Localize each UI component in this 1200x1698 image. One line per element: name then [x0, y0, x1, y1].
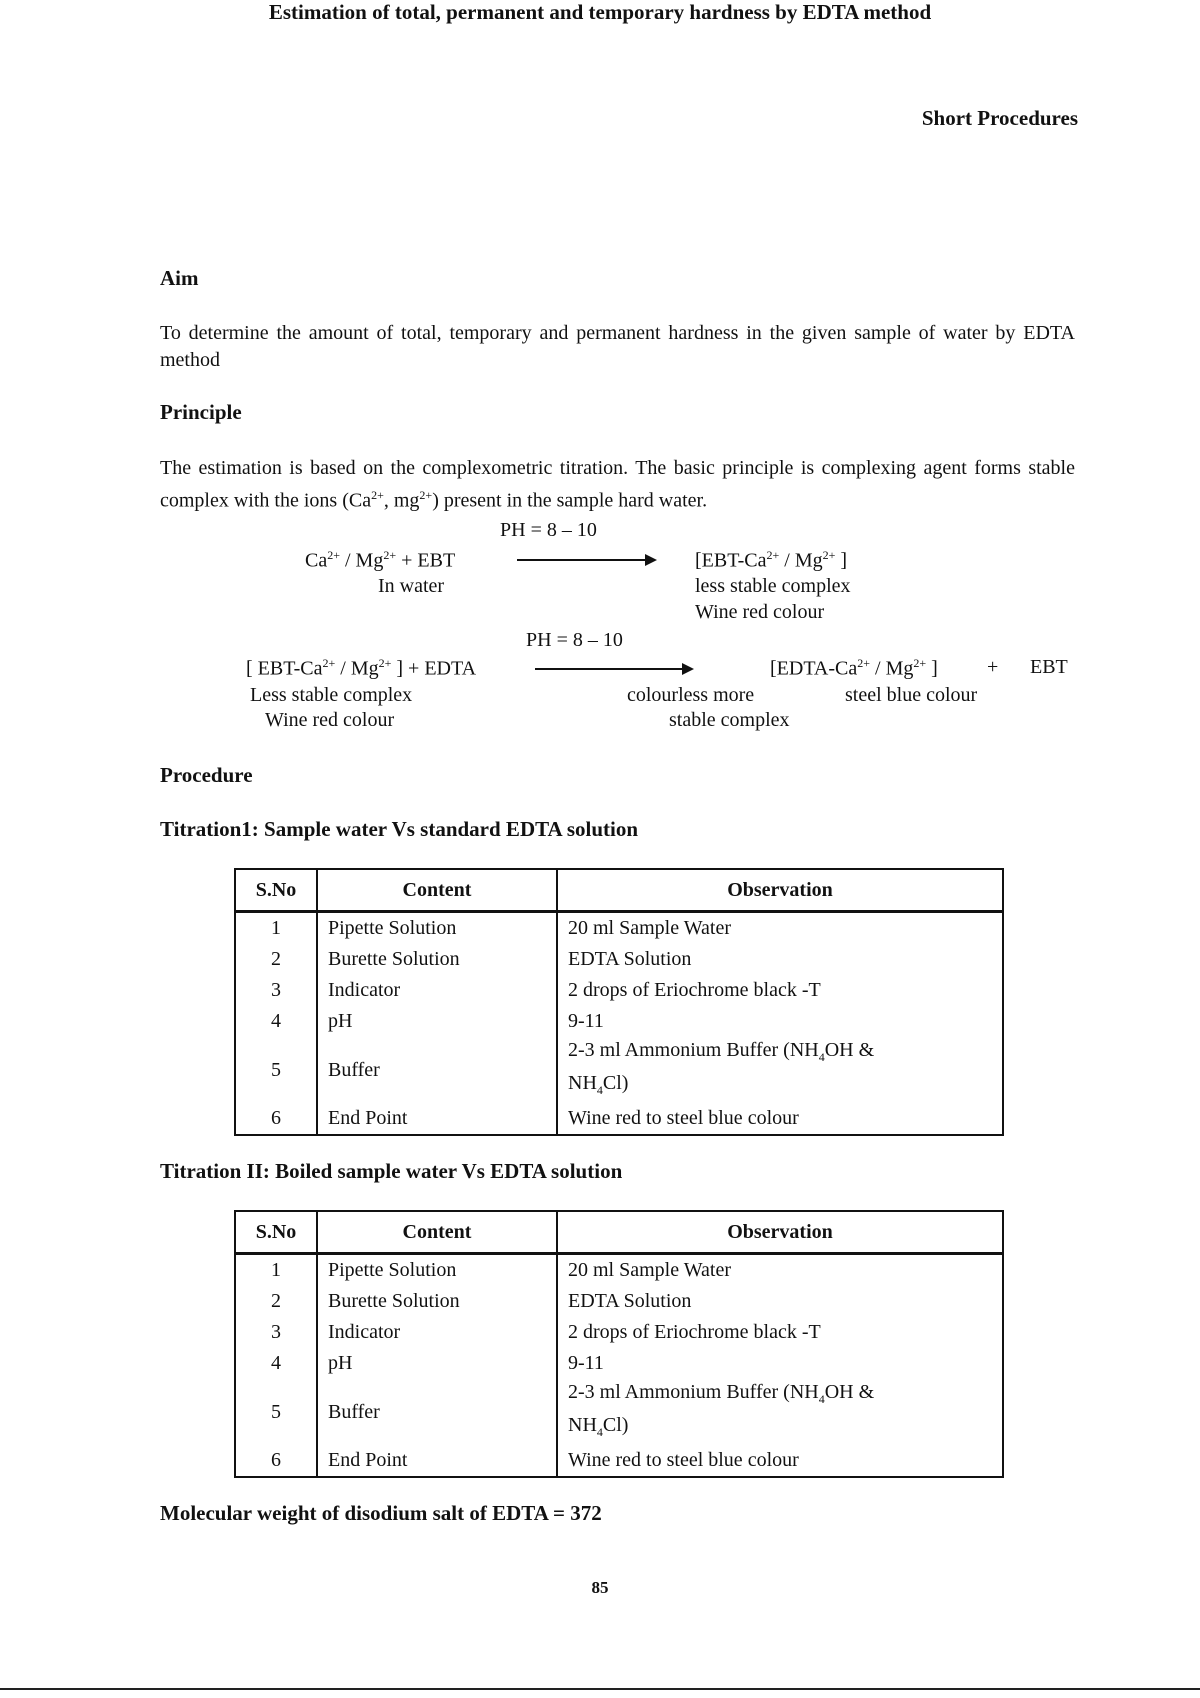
running-header: Short Procedures	[921, 106, 1078, 130]
sno-cell: 1	[235, 912, 317, 945]
titration-2-heading: Titration II: Boiled sample water Vs EDTA solution	[160, 1159, 623, 1183]
observation-cell: 20 ml Sample Water	[557, 1254, 1003, 1287]
principle-text: The estimation is based on the complexometric titration. The basic principle is complexing agent forms stable complex with the ions ($Ca^{2+}$, $mg^{2+}$) present in the sample hard water.	[160, 457, 1075, 512]
sno-cell: 3	[235, 1317, 317, 1348]
reaction-2-reactant: [ EBT-$Ca^{2+} / Mg^{2+}$ ] + EDTA	[246, 656, 477, 680]
observation-cell: 2-3 ml Ammonium Buffer ($NH_4OH$ & $NH_4Cl$)	[557, 1037, 1003, 1103]
column-header: Content	[317, 1211, 557, 1254]
content-cell: Pipette Solution	[317, 912, 557, 945]
aim-heading: Aim	[160, 266, 199, 290]
table-row	[235, 944, 1003, 975]
reaction-2-product: [$EDTA-Ca^{2+} / Mg^{2+}$ ]	[770, 656, 938, 680]
content-cell: End Point	[317, 1103, 557, 1135]
sno-cell: 5	[235, 1379, 317, 1445]
observation-cell: 2-3 ml Ammonium Buffer ($NH_4OH$ & $NH_4Cl$)	[557, 1379, 1003, 1445]
table-row	[235, 1379, 1003, 1445]
observation-cell: EDTA Solution	[557, 1286, 1003, 1317]
sno-cell: 6	[235, 1445, 317, 1477]
column-header: Content	[317, 869, 557, 912]
reaction-2-condition: PH = 8 – 10	[526, 629, 623, 651]
reaction-2-product-note-2: stable complex	[669, 709, 790, 731]
table-row	[235, 1348, 1003, 1379]
reaction-2-product-note-1: colourless more	[627, 684, 755, 706]
titration-2-table	[234, 1210, 1004, 1478]
table-row	[235, 1103, 1003, 1135]
sno-cell: 3	[235, 975, 317, 1006]
observation-cell: Wine red to steel blue colour	[557, 1445, 1003, 1477]
content-cell: Pipette Solution	[317, 1254, 557, 1287]
reaction-2-reactant-note-2: Wine red colour	[265, 709, 395, 731]
content-cell: End Point	[317, 1445, 557, 1477]
column-header: Observation	[557, 869, 1003, 912]
reaction-2-reactant-note-1: Less stable complex	[250, 684, 413, 706]
titration-1-heading: Titration1: Sample water Vs standard EDTA solution	[160, 817, 639, 841]
observation-cell: 2 drops of Eriochrome black -T	[557, 975, 1003, 1006]
table-row	[235, 1286, 1003, 1317]
table-row	[235, 975, 1003, 1006]
reaction-1-reactant-note: In water	[378, 575, 445, 597]
observation-cell: EDTA Solution	[557, 944, 1003, 975]
observation-cell: 20 ml Sample Water	[557, 912, 1003, 945]
reaction-1-product-note-1: less stable complex	[695, 575, 851, 597]
table-row	[235, 1254, 1003, 1287]
sno-cell: 6	[235, 1103, 317, 1135]
principle-heading: Principle	[160, 400, 242, 424]
reaction-2-ebt-note: steel blue colour	[845, 684, 978, 706]
reaction-2-plus: +	[987, 656, 999, 678]
aim-text: To determine the amount of total, temporary and permanent hardness in the given sample of water by EDTA method	[160, 322, 1075, 371]
table-header-row	[235, 869, 1003, 912]
reaction-1-product-note-2: Wine red colour	[695, 601, 825, 623]
sno-cell: 4	[235, 1348, 317, 1379]
table-row	[235, 912, 1003, 945]
bottom-rule	[0, 1688, 1200, 1690]
reaction-1-condition: PH = 8 – 10	[500, 519, 597, 541]
reaction-2-ebt: EBT	[1030, 656, 1068, 678]
table-row	[235, 1445, 1003, 1477]
reaction-1-product: [$EBT-Ca^{2+} / Mg^{2+}$ ]	[695, 548, 848, 572]
column-header: S.No	[235, 1211, 317, 1254]
sno-cell: 5	[235, 1037, 317, 1103]
content-cell: pH	[317, 1006, 557, 1037]
molecular-weight-line: Molecular weight of disodium salt of EDTA = 372	[160, 1501, 602, 1525]
sno-cell: 2	[235, 944, 317, 975]
content-cell: pH	[317, 1348, 557, 1379]
reaction-2-arrow	[535, 668, 692, 670]
content-cell: Burette Solution	[317, 944, 557, 975]
content-cell: Indicator	[317, 1317, 557, 1348]
table-row	[235, 1317, 1003, 1348]
page-title: Estimation of total, permanent and temporary hardness by EDTA method	[268, 0, 932, 24]
observation-cell: 2 drops of Eriochrome black -T	[557, 1317, 1003, 1348]
table-row	[235, 1006, 1003, 1037]
sno-cell: 1	[235, 1254, 317, 1287]
column-header: Observation	[557, 1211, 1003, 1254]
reaction-1-reactant: $Ca^{2+} / Mg^{2+}$ + EBT	[305, 548, 456, 572]
table-header-row	[235, 1211, 1003, 1254]
observation-cell: 9-11	[557, 1006, 1003, 1037]
observation-cell: 9-11	[557, 1348, 1003, 1379]
procedure-heading: Procedure	[160, 763, 253, 787]
content-cell: Buffer	[317, 1037, 557, 1103]
content-cell: Burette Solution	[317, 1286, 557, 1317]
titration-1-table	[234, 868, 1004, 1136]
sno-cell: 2	[235, 1286, 317, 1317]
observation-cell: Wine red to steel blue colour	[557, 1103, 1003, 1135]
reaction-1-arrow	[517, 559, 655, 561]
content-cell: Indicator	[317, 975, 557, 1006]
sno-cell: 4	[235, 1006, 317, 1037]
table-row	[235, 1037, 1003, 1103]
column-header: S.No	[235, 869, 317, 912]
page-number: 85	[591, 1578, 609, 1597]
content-cell: Buffer	[317, 1379, 557, 1445]
